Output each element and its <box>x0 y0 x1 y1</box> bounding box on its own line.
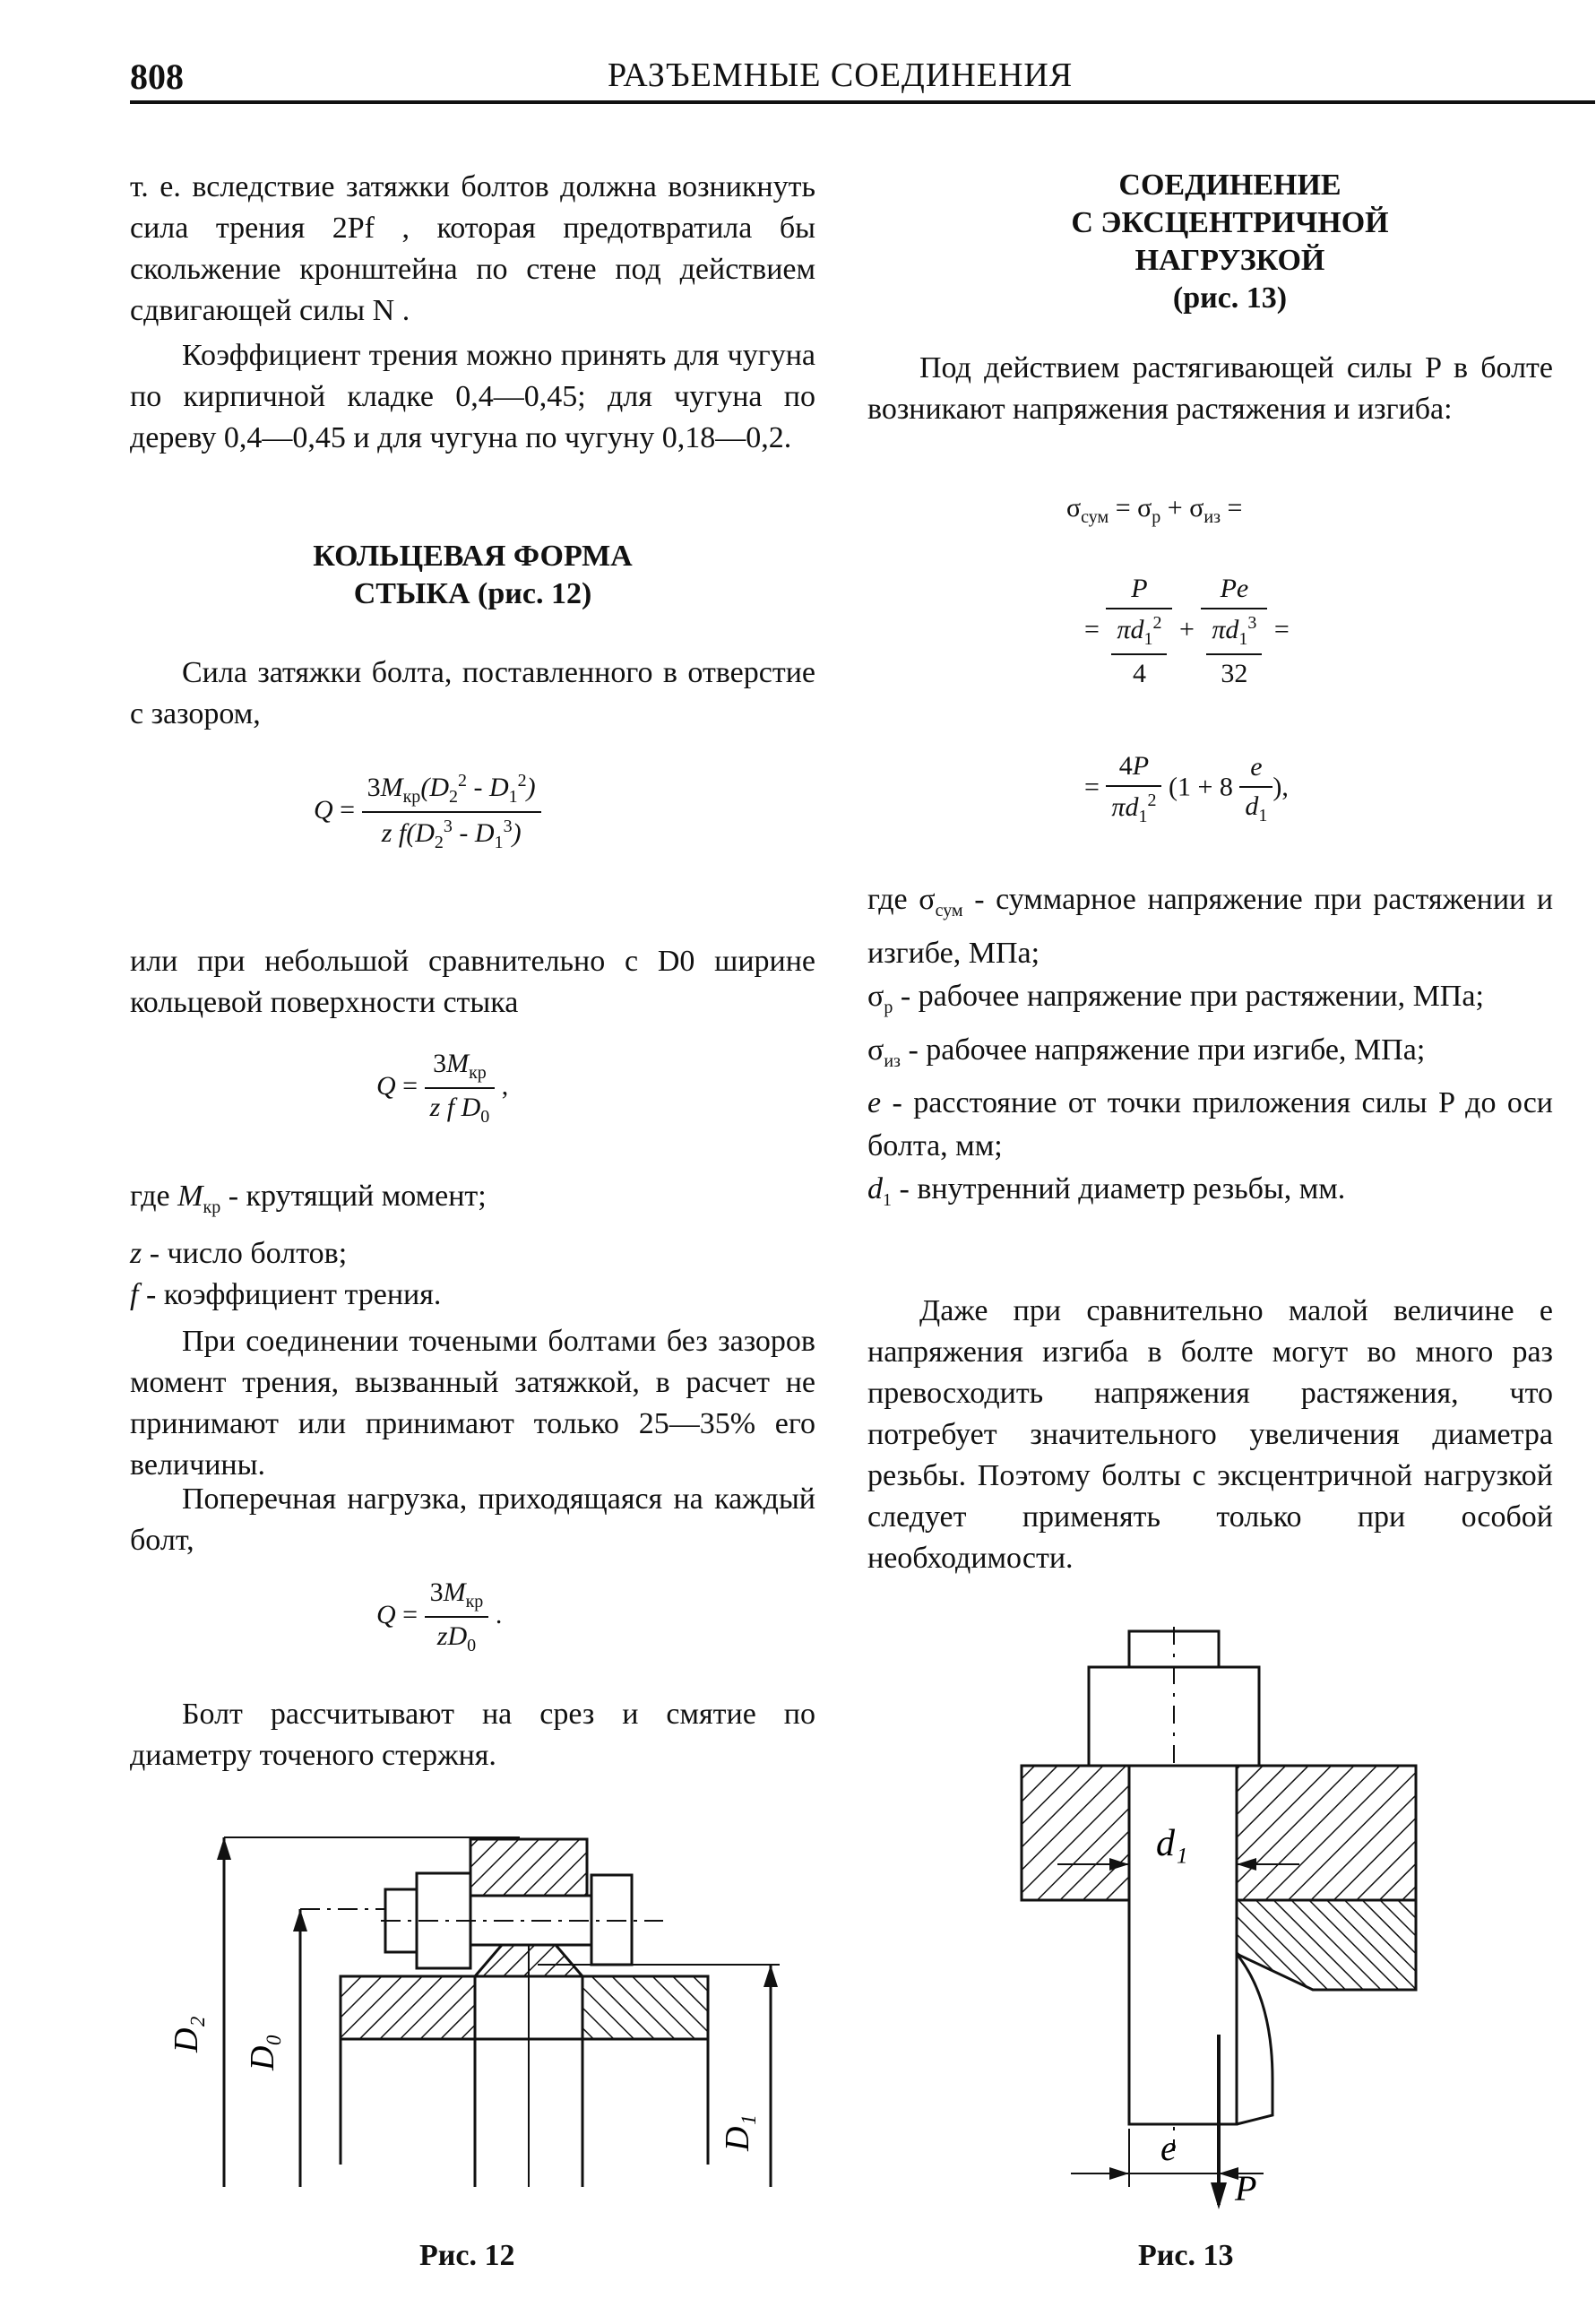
label-d2: D₂ <box>168 2016 205 2052</box>
label-d1-fig13: d₁ <box>1156 1823 1188 1864</box>
formula-q-ring: Q = $\frac{3M_{кр}}{z f D_0}$ , <box>376 1049 509 1127</box>
left-section-heading: КОЛЬЦЕВАЯ ФОРМА СТЫКА (рис. 12) <box>313 540 633 610</box>
left-paragraph-4: или при небольшой сравнительно с D0 ширине кольцевой поверхности стыка <box>130 945 815 1019</box>
left-paragraph-1: т. е. вследствие затяжки болтов должна возникнуть сила трения 2Pf , которая предотвратила бы скольжение кронштейна по стене под действием сдвигающей силы N . <box>130 170 815 327</box>
left-paragraph-5: При соединении точеными болтами без зазоров момент трения, вызванный затяжкой, в расчет не принимают или принимают только 25—35% его величины. <box>130 1325 815 1482</box>
figure-12-drawing <box>161 1810 807 2214</box>
figure-13-caption: Рис. 13 <box>1138 2239 1234 2272</box>
formula-sigma-final: = $\frac{4P}{\pi d_1^2}$ (1 + 8 $\frac{e}{d_1}$ ), <box>1084 751 1289 826</box>
label-e: e <box>1160 2128 1177 2168</box>
left-definitions: где $M_{кр}$ - крутящий момент; z - число болтов; f - коэффициент трения. <box>130 1180 487 1311</box>
formula-q-gap: Q = $\frac{3M_{кр}(D_2^2 - D_1^2)}{z f(D_2^3 - D_1^3)}$ <box>314 771 541 853</box>
right-paragraph-1: Под действием растягивающей силы P в болте возникают напряжения растяжения и изгиба: <box>867 351 1553 426</box>
label-d0: D₀ <box>244 2034 281 2070</box>
right-definitions: где $\sigma_{сум}$ - суммарное напряжение при растяжении и изгибе, МПа; $\sigma_р$ - рабочее напряжение при растяжении, МПа; $\sigma_{из}$ - рабочее напряжение при изгибе, МПа; e - расстояние от точки приложения силы P до оси болта, мм; $d_1$ - внутренний диаметр резьбы, мм. <box>867 883 1554 1211</box>
label-p: P <box>1235 2168 1257 2208</box>
label-d1: D₁ <box>719 2114 756 2151</box>
figure-13-drawing <box>1004 1613 1470 2214</box>
formula-sigma-sum: $\sigma_{сум} = \sigma_р + \sigma_{из}$ = <box>1066 493 1243 527</box>
formula-q-transverse: Q = $\frac{3M_{кр}}{zD_0}$ . <box>376 1577 503 1655</box>
left-paragraph-7: Болт рассчитывают на срез и смятие по диаметру точеного стержня. <box>130 1698 815 1772</box>
left-paragraph-6: Поперечная нагрузка, приходящаяся на каждый болт, <box>130 1482 815 1557</box>
right-paragraph-2: Даже при сравнительно малой величине e напряжения изгиба в болте могут во много раз превосходить напряжения растяжения, что потребует значительного увеличения диаметра резьбы. Поэтому болты с эксцентричной нагрузкой следует применять только при особой необходимости. <box>867 1294 1553 1575</box>
left-paragraph-3: Сила затяжки болта, поставленного в отверстие с зазором, <box>130 656 815 730</box>
figure-12-caption: Рис. 12 <box>419 2239 515 2272</box>
left-paragraph-2: Коэффициент трения можно принять для чугуна по кирпичной кладке 0,4—0,45; для чугуна по дереву 0,4—0,45 и для чугуна по чугуну 0,18—0,2. <box>130 339 815 454</box>
running-title: РАЗЪЕМНЫЕ СОЕДИНЕНИЯ <box>608 56 1074 94</box>
header-rule <box>130 100 1595 104</box>
formula-sigma-expanded: = $\frac{P}{\frac{\pi d_1^2}{4}}$ + $\frac{Pe}{\frac{\pi d_1^3}{32}}$ = <box>1084 574 1290 688</box>
page-number: 808 <box>130 56 184 97</box>
right-section-heading: СОЕДИНЕНИЕ С ЭКСЦЕНТРИЧНОЙ НАГРУЗКОЙ (рис. 13) <box>1071 169 1389 315</box>
